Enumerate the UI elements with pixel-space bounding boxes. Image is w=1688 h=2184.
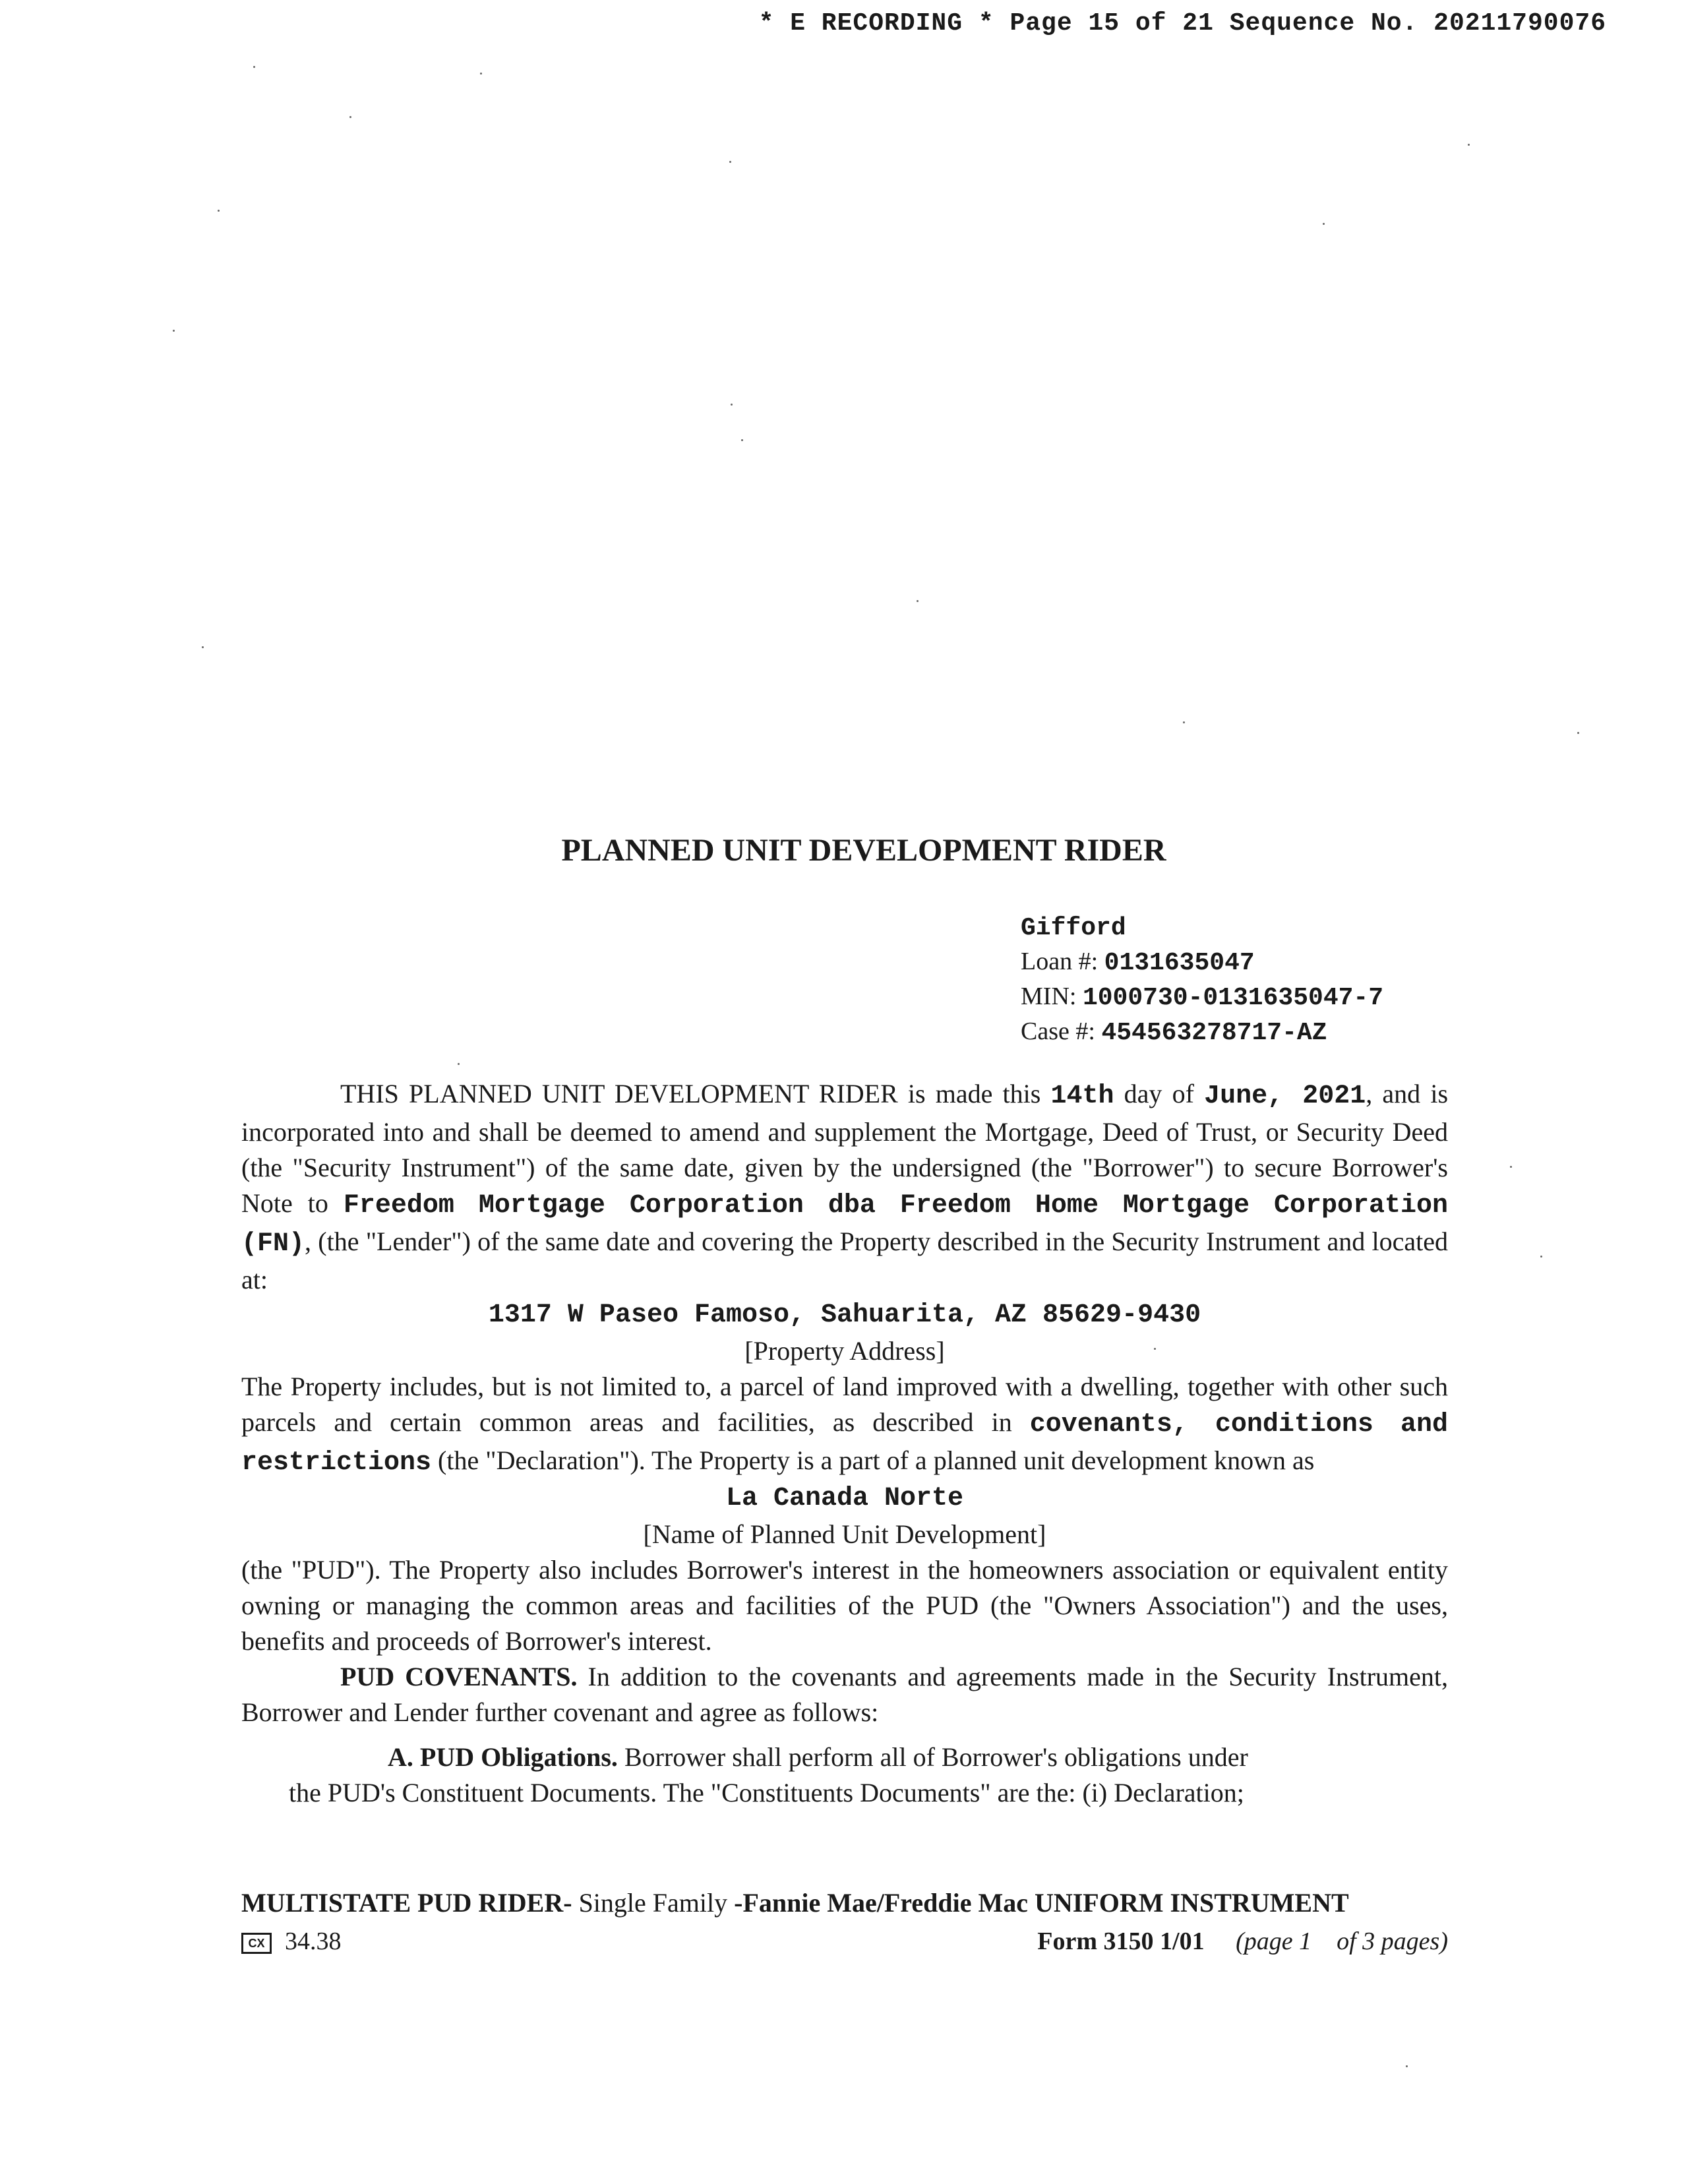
scan-speck [1323, 223, 1325, 225]
scan-speck [1510, 1166, 1512, 1168]
scan-speck [1468, 144, 1470, 146]
scan-speck [741, 439, 743, 441]
page-number: (page 1 [1236, 1927, 1312, 1955]
section-a-text-2: the PUD's Constituent Documents. The "Constituents Documents" are the: (i) Declaration; [289, 1778, 1244, 1807]
recording-stamp: * E RECORDING * Page 15 of 21 Sequence No. 20211790076 [758, 9, 1606, 38]
scan-speck [173, 330, 175, 332]
scan-speck [729, 161, 731, 163]
min-label: MIN: [1021, 983, 1077, 1010]
declaration-name: covenants, conditions and restrictions [241, 1410, 1449, 1478]
property-text-2: (the "Declaration"). The Property is a part of a planned unit development known as [438, 1445, 1315, 1475]
borrower-name: Gifford [1021, 914, 1126, 942]
form-code: 34.38 [285, 1927, 342, 1955]
property-text-1: The Property includes, but is not limited to, a parcel of land improved with a dwelling, together with other such parcels and certain common areas and facilities, as described in [241, 1372, 1448, 1437]
document-title-text: PLANNED UNIT DEVELOPMENT RIDER [561, 833, 1166, 868]
intro-text-3: , and is incorporated into and shall be deemed to amend and supplement the Mortgage, Deed of Trust, or Security Deed (the "Security Instrument") of the same date, given by the undersigned (the "Borrower") to secure Borrower's Note to [241, 1079, 1449, 1218]
scan-speck [218, 210, 220, 212]
intro-text-1: THIS PLANNED UNIT DEVELOPMENT RIDER is made this [340, 1079, 1041, 1108]
property-paragraph [241, 1369, 1448, 1481]
scan-speck [917, 600, 919, 602]
covenants-paragraph [241, 1659, 1448, 1730]
rider-body [241, 1076, 1448, 1811]
loan-number-line [1021, 945, 1383, 980]
document-title [0, 832, 1688, 868]
form-title-bold-2: -Fannie Mae/Freddie Mac UNIFORM INSTRUMENT [734, 1888, 1349, 1918]
rider-month-year: June, 2021 [1204, 1081, 1366, 1111]
property-address-label: [Property Address] [744, 1336, 945, 1366]
form-title-footer [241, 1887, 1349, 1918]
form-page-info [1037, 1927, 1448, 1956]
scan-speck [480, 73, 482, 75]
cx-logo-icon: CX [241, 1933, 272, 1954]
scan-speck [349, 116, 351, 118]
pud-name-label: [Name of Planned Unit Development] [643, 1519, 1046, 1549]
case-number: 454563278717-AZ [1101, 1019, 1327, 1047]
loan-number-label: Loan #: [1021, 948, 1099, 975]
property-address: 1317 W Paseo Famoso, Sahuarita, AZ 85629-9430 [488, 1300, 1201, 1330]
min-number: 1000730-0131635047-7 [1082, 984, 1384, 1012]
pud-name: La Canada Norte [725, 1484, 964, 1513]
form-info-footer [241, 1927, 1448, 1956]
scan-speck [1540, 1256, 1542, 1258]
covenants-heading: PUD COVENANTS. [340, 1662, 578, 1691]
scan-speck [1183, 721, 1185, 723]
page-total: of 3 pages) [1337, 1927, 1448, 1955]
section-a-heading: A. PUD Obligations. [388, 1742, 618, 1772]
form-number: Form 3150 1/01 [1037, 1927, 1205, 1955]
scan-speck [1406, 2065, 1408, 2067]
covenants-text: In addition to the covenants and agreements made in the Security Instrument, Borrower and Lender further covenant and agree as follows: [241, 1662, 1448, 1727]
case-number-line [1021, 1015, 1383, 1050]
loan-number: 0131635047 [1104, 949, 1255, 977]
form-title-bold: MULTISTATE PUD RIDER- [241, 1888, 572, 1918]
min-line [1021, 980, 1383, 1015]
intro-text-2: day of [1124, 1079, 1194, 1108]
lender-name: Freedom Mortgage Corporation dba Freedom Home Mortgage Corporation (FN) [241, 1191, 1448, 1259]
scan-speck [731, 404, 733, 406]
pud-paragraph: (the "PUD"). The Property also includes Borrower's interest in the homeowners association or equivalent entity owning or managing the common areas and facilities of the PUD (the "Owners Association") and the uses, benefits and proceeds of Borrower's interest. [241, 1555, 1448, 1656]
scan-speck [202, 646, 204, 648]
case-number-label: Case #: [1021, 1017, 1095, 1045]
intro-paragraph [241, 1076, 1448, 1298]
section-a-paragraph [241, 1740, 1448, 1811]
form-title-regular: Single Family [578, 1888, 728, 1918]
borrower-info-block [1021, 912, 1383, 1050]
scan-speck [1577, 732, 1579, 734]
scan-speck [253, 66, 255, 68]
section-a-text-1: Borrower shall perform all of Borrower's obligations under [624, 1742, 1248, 1772]
scan-speck [458, 1063, 460, 1065]
intro-text-4: , (the "Lender") of the same date and covering the Property described in the Security Instrument and located at: [241, 1227, 1448, 1294]
rider-day: 14th [1050, 1081, 1114, 1111]
